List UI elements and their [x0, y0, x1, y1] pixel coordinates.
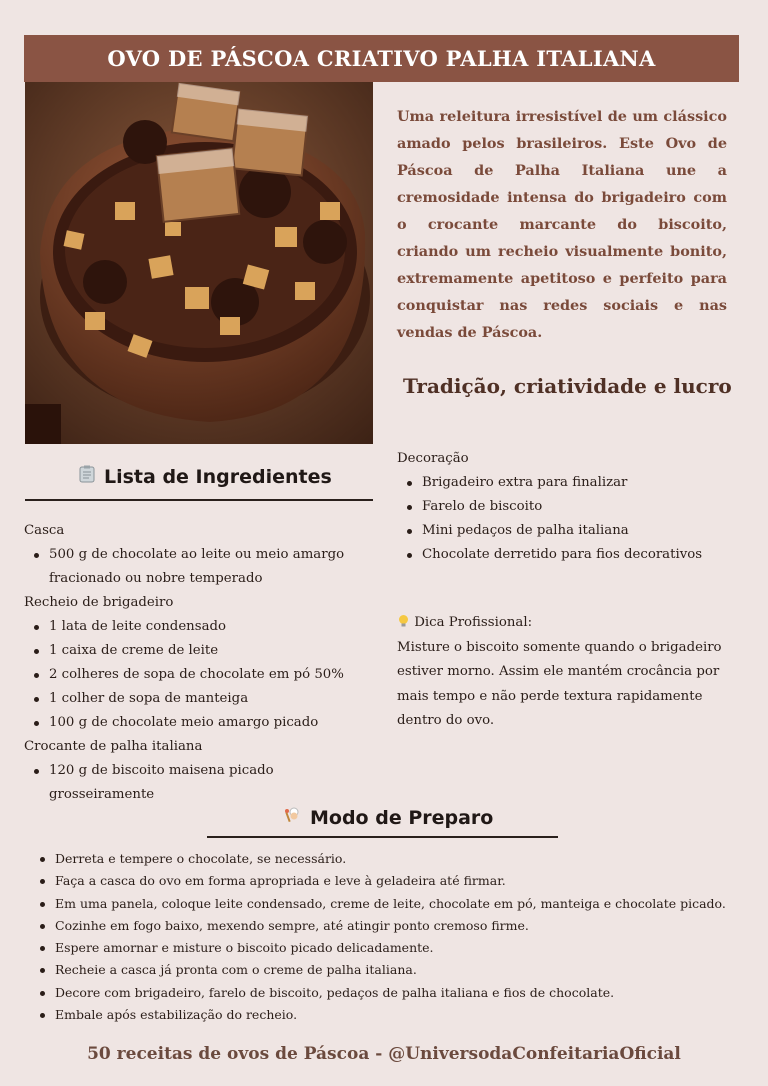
preparo-title: Modo de Preparo [310, 806, 494, 829]
clipboard-icon [78, 465, 96, 488]
list-item: Chocolate derretido para fios decorativos [422, 543, 747, 567]
list-item: Derreta e tempere o chocolate, se necessário. [55, 848, 750, 870]
list-item: Recheie a casca já pronta com o creme de palha italiana. [55, 959, 750, 981]
recipe-photo [25, 82, 373, 444]
ingredients-list [24, 519, 374, 807]
list-item: Faça a casca do ovo em forma apropriada e leve à geladeira até firmar. [55, 870, 750, 892]
list-item: 1 lata de leite condensado [49, 615, 374, 639]
list-item: 120 g de biscoito maisena picado grosseiramente [49, 759, 374, 807]
ingredients-divider [25, 499, 373, 501]
ingredients-title: Lista de Ingredientes [104, 465, 332, 488]
tip-header [397, 611, 727, 636]
decoracao-list [397, 447, 747, 567]
list-item: 500 g de chocolate ao leite ou meio amargo fracionado ou nobre temperado [49, 543, 374, 591]
recheio-label: Recheio de brigadeiro [24, 595, 174, 610]
chef-icon [284, 806, 302, 829]
list-item: 1 caixa de creme de leite [49, 639, 374, 663]
preparo-heading [284, 806, 493, 829]
list-item: Mini pedaços de palha italiana [422, 519, 747, 543]
tip-label: Dica Profissional: [414, 615, 533, 630]
decoracao-label: Decoração [397, 451, 469, 466]
preparo-divider [207, 836, 558, 838]
decoracao-items [397, 471, 747, 567]
list-item: Espere amornar e misture o biscoito picado delicadamente. [55, 937, 750, 959]
crocante-items [24, 759, 374, 807]
footer-credit: 50 receitas de ovos de Páscoa - @UniversodaConfeitariaOficial [87, 1044, 681, 1064]
list-item: Brigadeiro extra para finalizar [422, 471, 747, 495]
casca-label: Casca [24, 523, 65, 538]
page-title: OVO DE PÁSCOA CRIATIVO PALHA ITALIANA [107, 46, 656, 71]
list-item: 2 colheres de sopa de chocolate em pó 50% [49, 663, 374, 687]
steps-list [30, 848, 750, 1026]
tip-text: Misture o biscoito somente quando o brigadeiro estiver morno. Assim ele mantém crocância por mais tempo e não perde textura rapidamente dentro do ovo. [397, 639, 722, 728]
list-item: Farelo de biscoito [422, 495, 747, 519]
recheio-items [24, 615, 374, 735]
preparo-steps [30, 848, 750, 1026]
list-item: Cozinhe em fogo baixo, mexendo sempre, até atingir ponto cremoso firme. [55, 915, 750, 937]
list-item: 1 colher de sopa de manteiga [49, 687, 374, 711]
list-item: Embale após estabilização do recheio. [55, 1004, 750, 1026]
list-item: 100 g de chocolate meio amargo picado [49, 711, 374, 735]
list-item: Decore com brigadeiro, farelo de biscoito, pedaços de palha italiana e fios de chocolate. [55, 982, 750, 1004]
intro-paragraph: Uma releitura irresistível de um clássico amado pelos brasileiros. Este Ovo de Páscoa de Palha Italiana une a cremosidade intensa do brigadeiro com o crocante marcante do biscoito, criando um recheio visualmente bonito, extremamente apetitoso e perfeito para conquistar nas redes sociais e nas vendas de Páscoa. [397, 108, 727, 341]
tagline: Tradição, criatividade e lucro [403, 374, 732, 398]
title-banner [24, 35, 739, 82]
crocante-label: Crocante de palha italiana [24, 739, 203, 754]
ingredients-heading [78, 465, 332, 488]
pro-tip [397, 611, 727, 734]
casca-items [24, 543, 374, 591]
lightbulb-icon [397, 615, 414, 630]
list-item: Em uma panela, coloque leite condensado, creme de leite, chocolate em pó, manteiga e chocolate picado. [55, 893, 750, 915]
